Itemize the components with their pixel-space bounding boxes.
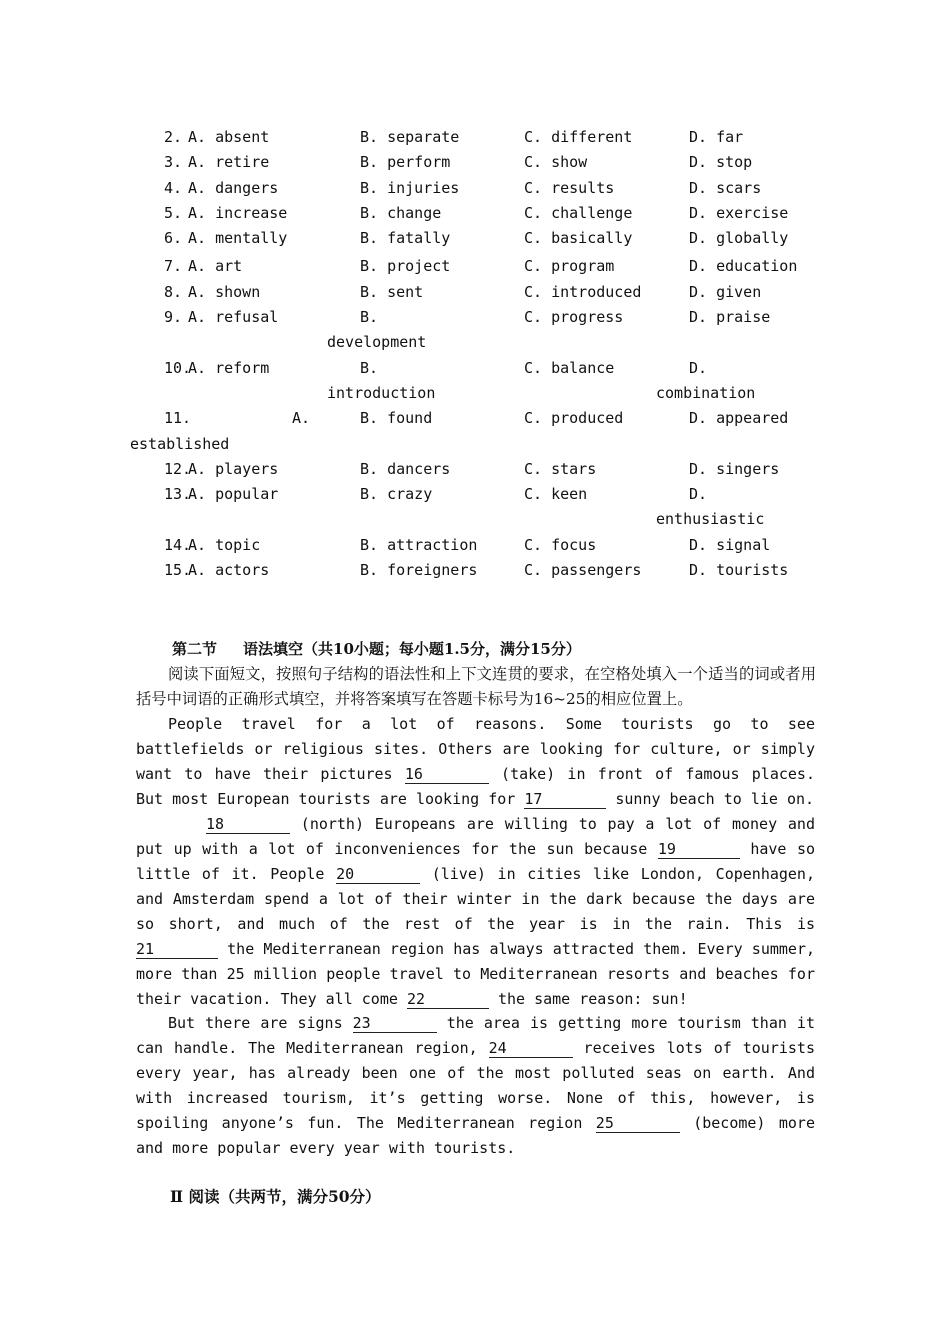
blank-25[interactable]: 25 bbox=[596, 1114, 680, 1133]
passage-paragraph-1 bbox=[136, 712, 815, 812]
option-row bbox=[0, 482, 950, 533]
option-d: D. exercise bbox=[689, 203, 789, 222]
option-d: D. praise bbox=[689, 308, 771, 327]
option-b: B. attraction bbox=[360, 535, 478, 554]
option-d: D. stop bbox=[689, 153, 753, 172]
option-b: B. dancers bbox=[360, 459, 451, 478]
option-c: C. show bbox=[524, 153, 588, 172]
option-d: D. far bbox=[689, 128, 744, 146]
option-row bbox=[0, 176, 950, 201]
passage-text: the area is getting more tourism than it can handle. The Mediterranean region, bbox=[136, 1014, 815, 1057]
option-row bbox=[0, 254, 950, 279]
option-a: A. increase bbox=[188, 203, 288, 222]
option-row bbox=[0, 280, 950, 305]
option-a: A. players bbox=[188, 459, 279, 478]
question-number: 15. bbox=[164, 561, 192, 580]
question-number: 3. bbox=[164, 153, 183, 172]
passage-text: People travel for a lot of reasons. Some tourists go to see battlefields or religious sites. Others are looking for culture, or simply want to have their pictures bbox=[136, 715, 815, 783]
question-number: 10. bbox=[164, 358, 192, 377]
option-c: C. stars bbox=[524, 459, 597, 478]
question-number: 12. bbox=[164, 459, 192, 478]
option-a: A. popular bbox=[188, 485, 279, 504]
question-number: 9. bbox=[164, 308, 183, 327]
question-number: 14. bbox=[164, 535, 192, 554]
option-c: C. produced bbox=[524, 409, 624, 428]
option-b-continued: development bbox=[327, 333, 427, 352]
option-row bbox=[0, 226, 950, 251]
passage-text: (become) more and more popular every year with tourists. bbox=[136, 1113, 815, 1157]
question-number: 2. bbox=[164, 128, 183, 146]
option-d: D. tourists bbox=[689, 561, 789, 580]
option-b: B. project bbox=[360, 257, 451, 276]
section-title: 第二节 bbox=[172, 640, 218, 658]
question-number: 8. bbox=[164, 282, 183, 301]
passage-text: (take) in front of famous places. But most European tourists are looking for bbox=[136, 764, 815, 808]
question-number: 5. bbox=[164, 203, 183, 222]
question-number: 6. bbox=[164, 229, 183, 248]
option-a: A. retire bbox=[188, 153, 270, 172]
option-d: D. bbox=[689, 485, 708, 504]
blank-23[interactable]: 23 bbox=[353, 1014, 437, 1033]
option-row bbox=[0, 356, 950, 407]
option-d-continued: enthusiastic bbox=[656, 510, 765, 529]
option-d-continued: combination bbox=[656, 383, 756, 402]
option-row bbox=[0, 558, 950, 583]
option-b: B. bbox=[360, 308, 379, 327]
blank-17[interactable]: 17 bbox=[524, 790, 606, 809]
option-a: A. dangers bbox=[188, 178, 279, 197]
passage-text: the Mediterranean region has always attracted them. Every summer, more than 25 million people travel to Mediterranean resorts and beaches for their vacation. They all come bbox=[136, 939, 815, 1008]
option-row bbox=[0, 305, 950, 356]
blank-18[interactable]: 18 bbox=[206, 815, 290, 834]
blank-20[interactable]: 20 bbox=[336, 865, 420, 884]
question-number: 11. bbox=[164, 409, 192, 428]
passage-text: (north) Europeans are willing to pay a lot of money and put up with a lot of inconveniences for the sun because bbox=[136, 815, 815, 858]
option-a: A. bbox=[292, 409, 311, 428]
passage-text: have so little of it. People bbox=[136, 839, 815, 883]
option-row bbox=[0, 201, 950, 226]
option-b: B. foreigners bbox=[360, 561, 478, 580]
option-b: B. found bbox=[360, 409, 433, 428]
section-subtitle: 语法填空（共10小题；每小题1.5分，满分15分） bbox=[243, 640, 581, 658]
option-d: D. education bbox=[689, 257, 798, 276]
option-c: C. challenge bbox=[524, 203, 633, 222]
option-row bbox=[0, 533, 950, 558]
passage-text: sunny beach to lie on. bbox=[606, 789, 815, 808]
passage-text: (live) in cities like London, Copenhagen, and Amsterdam spend a lot of their winter in the dark because the days are so short, and much of the rest of the year is in the rain. This is bbox=[136, 864, 815, 933]
option-b: B. crazy bbox=[360, 485, 433, 504]
section-instruction: 阅读下面短文，按照句子结构的语法性和上下文连贯的要求，在空格处填入一个适当的词或者用括号中词语的正确形式填空，并将答案填写在答题卡标号为16~25的相应位置上。 bbox=[136, 665, 816, 708]
option-c: C. progress bbox=[524, 308, 624, 327]
blank-24[interactable]: 24 bbox=[489, 1039, 573, 1058]
blank-19[interactable]: 19 bbox=[658, 840, 740, 859]
option-b: B. perform bbox=[360, 153, 451, 172]
option-c: C. results bbox=[524, 178, 615, 197]
option-c: C. program bbox=[524, 257, 615, 276]
option-row bbox=[0, 150, 950, 175]
option-c: C. introduced bbox=[524, 282, 642, 301]
passage-paragraph-2 bbox=[136, 812, 815, 1012]
option-c: C. focus bbox=[524, 535, 597, 554]
option-a: A. absent bbox=[188, 128, 270, 146]
question-number: 7. bbox=[164, 257, 183, 276]
option-row bbox=[0, 457, 950, 482]
option-b-continued: introduction bbox=[327, 383, 436, 402]
blank-22[interactable]: 22 bbox=[407, 990, 489, 1009]
options-list bbox=[0, 125, 950, 583]
passage-text: the same reason: sun! bbox=[488, 989, 688, 1008]
option-a: A. reform bbox=[188, 358, 270, 377]
option-a-continued: established bbox=[130, 434, 230, 453]
part-2-heading: Ⅱ 阅读（共两节，满分50分） bbox=[170, 1187, 381, 1206]
passage-text: receives lots of tourists every year, has already been one of the most polluted seas on earth. And with increased tourism, it’s getting worse. None of this, however, is spoiling anyone’s fun. The Mediterranean region bbox=[136, 1038, 815, 1132]
passage-paragraph-3 bbox=[136, 1011, 815, 1161]
option-c: C. basically bbox=[524, 229, 633, 248]
option-d: D. globally bbox=[689, 229, 789, 248]
option-a: A. mentally bbox=[188, 229, 288, 248]
option-d: D. scars bbox=[689, 178, 762, 197]
blank-16[interactable]: 16 bbox=[405, 765, 489, 784]
option-row bbox=[0, 125, 950, 150]
option-d: D. bbox=[689, 358, 708, 377]
option-a: A. topic bbox=[188, 535, 261, 554]
option-c: C. passengers bbox=[524, 561, 642, 580]
option-b: B. fatally bbox=[360, 229, 451, 248]
option-b: B. separate bbox=[360, 128, 460, 146]
passage-text: But there are signs bbox=[168, 1014, 353, 1032]
option-d: D. given bbox=[689, 282, 762, 301]
option-d: D. appeared bbox=[689, 409, 789, 428]
question-number: 4. bbox=[164, 178, 183, 197]
option-c: C. balance bbox=[524, 358, 615, 377]
option-b: B. sent bbox=[360, 282, 424, 301]
question-number: 13. bbox=[164, 485, 192, 504]
blank-21[interactable]: 21 bbox=[136, 940, 218, 959]
option-d: D. singers bbox=[689, 459, 780, 478]
option-b: B. injuries bbox=[360, 178, 460, 197]
option-b: B. bbox=[360, 358, 379, 377]
option-a: A. actors bbox=[188, 561, 270, 580]
option-a: A. art bbox=[188, 257, 243, 276]
option-c: C. keen bbox=[524, 485, 588, 504]
option-b: B. change bbox=[360, 203, 442, 222]
section-heading bbox=[172, 638, 581, 660]
option-d: D. signal bbox=[689, 535, 771, 554]
option-a: A. refusal bbox=[188, 308, 279, 327]
option-c: C. different bbox=[524, 128, 633, 146]
option-a: A. shown bbox=[188, 282, 261, 301]
option-row bbox=[0, 406, 950, 457]
